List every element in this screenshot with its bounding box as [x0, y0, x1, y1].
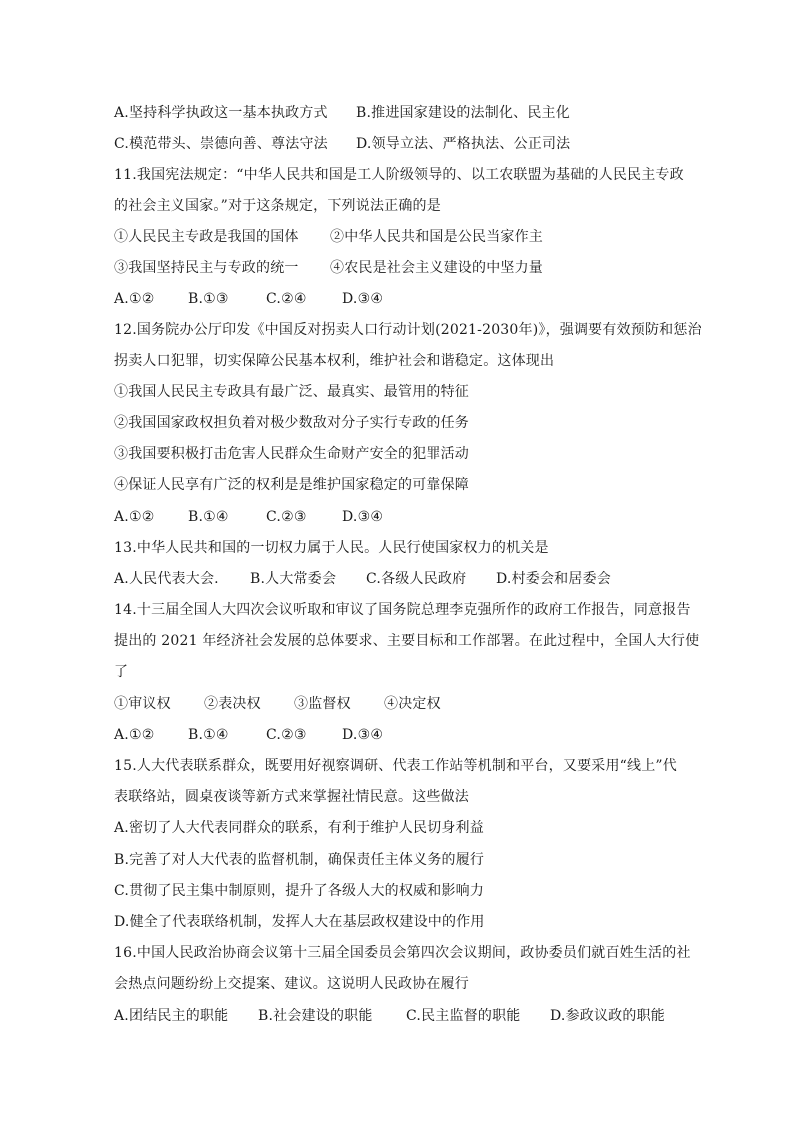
q14-option-c: C.②③ — [266, 727, 307, 743]
q14-stem-line-3: 了 — [114, 664, 129, 680]
q13-option-a: A.人民代表大会. — [114, 571, 219, 587]
q14-option-a: A.①② — [114, 727, 155, 743]
q12-item-4: ④保证人民享有广泛的权利是是维护国家稳定的可靠保障 — [114, 477, 469, 493]
q12-option-c: C.②③ — [266, 509, 307, 525]
q11-option-d: D.③④ — [342, 291, 384, 307]
q16-stem-line-1: 16.中国人民政治协商会议第十三届全国委员会第四次会议期间，政协委员们就百姓生活的社 — [114, 945, 691, 961]
q10-option-c: C.模范带头、崇德向善、尊法守法 — [114, 136, 328, 152]
q11-option-a: A.①② — [114, 291, 155, 307]
q12-item-2: ②我国国家政权担负着对极少数敌对分子实行专政的任务 — [114, 415, 469, 431]
q10-option-a: A.坚持科学执政这一基本执政方式 — [114, 105, 328, 121]
q14-option-d: D.③④ — [342, 727, 384, 743]
q14-item-3: ③监督权 — [294, 696, 351, 712]
q12-option-d: D.③④ — [342, 509, 384, 525]
q15-option-c: C.贯彻了民主集中制原则，提升了各级人大的权威和影响力 — [114, 883, 485, 899]
q14-stem-line-1: 14.十三届全国人大四次会议听取和审议了国务院总理李克强所作的政府工作报告，同意报告 — [114, 602, 691, 618]
q11-item-2: ②中华人民共和国是公民当家作主 — [330, 229, 543, 245]
q12-option-a: A.①② — [114, 509, 155, 525]
q14-item-1: ①审议权 — [114, 696, 171, 712]
q14-option-b: B.①④ — [188, 727, 229, 743]
q11-option-b: B.①③ — [188, 291, 229, 307]
q11-item-4: ④农民是社会主义建设的中坚力量 — [330, 260, 543, 276]
q10-option-b: B.推进国家建设的法制化、民主化 — [356, 105, 570, 121]
q14-item-4: ④决定权 — [384, 696, 441, 712]
q15-option-b: B.完善了对人大代表的监督机制，确保责任主体义务的履行 — [114, 852, 485, 868]
q16-option-a: A.团结民主的职能 — [114, 1008, 229, 1024]
q14-item-2: ②表决权 — [204, 696, 261, 712]
q12-stem-line-1: 12.国务院办公厅印发《中国反对拐卖人口行动计划(2021-2030年)》，强调要有效预防和惩治 — [114, 322, 702, 338]
q13-stem-line-1: 13.中华人民共和国的一切权力属于人民。人民行使国家权力的机关是 — [114, 540, 549, 556]
q15-stem-line-2: 表联络站，圆桌夜谈等新方式来掌握社情民意。这些做法 — [114, 789, 469, 805]
q15-stem-line-1: 15.人大代表联系群众，既要用好视察调研、代表工作站等机制和平台，又要采用“线上”代 — [114, 758, 677, 774]
q10-option-d: D.领导立法、严格执法、公正司法 — [356, 136, 571, 152]
q16-option-c: C.民主监督的职能 — [406, 1008, 521, 1024]
q12-item-1: ①我国人民民主专政具有最广泛、最真实、最管用的特征 — [114, 384, 469, 400]
q11-stem-line-2: 的社会主义国家。”对于这条规定，下列说法正确的是 — [114, 198, 441, 214]
q15-option-a: A.密切了人大代表同群众的联系，有利于维护人民切身利益 — [114, 820, 484, 836]
q13-option-b: B.人大常委会 — [250, 571, 337, 587]
q12-option-b: B.①④ — [188, 509, 229, 525]
q13-option-c: C.各级人民政府 — [366, 571, 467, 587]
q11-item-1: ①人民民主专政是我国的国体 — [114, 229, 299, 245]
q11-option-c: C.②④ — [266, 291, 307, 307]
q12-item-3: ③我国要积极打击危害人民群众生命财产安全的犯罪活动 — [114, 446, 469, 462]
q11-stem-line-1: 11.我国宪法规定：“中华人民共和国是工人阶级领导的、以工农联盟为基础的人民民主专政 — [114, 167, 684, 183]
q12-stem-line-2: 拐卖人口犯罪，切实保障公民基本权利，维护社会和谐稳定。这体现出 — [114, 353, 555, 369]
q16-option-d: D.参政议政的职能 — [550, 1008, 665, 1024]
q13-option-d: D.村委会和居委会 — [496, 571, 611, 587]
q16-option-b: B.社会建设的职能 — [258, 1008, 373, 1024]
q16-stem-line-2: 会热点问题纷纷上交提案、建议。这说明人民政协在履行 — [114, 976, 469, 992]
q11-item-3: ③我国坚持民主与专政的统一 — [114, 260, 299, 276]
q15-option-d: D.健全了代表联络机制，发挥人大在基层政权建设中的作用 — [114, 914, 485, 930]
q14-stem-line-2: 提出的 2021 年经济社会发展的总体要求、主要目标和工作部署。在此过程中，全国人大行使 — [114, 633, 700, 649]
